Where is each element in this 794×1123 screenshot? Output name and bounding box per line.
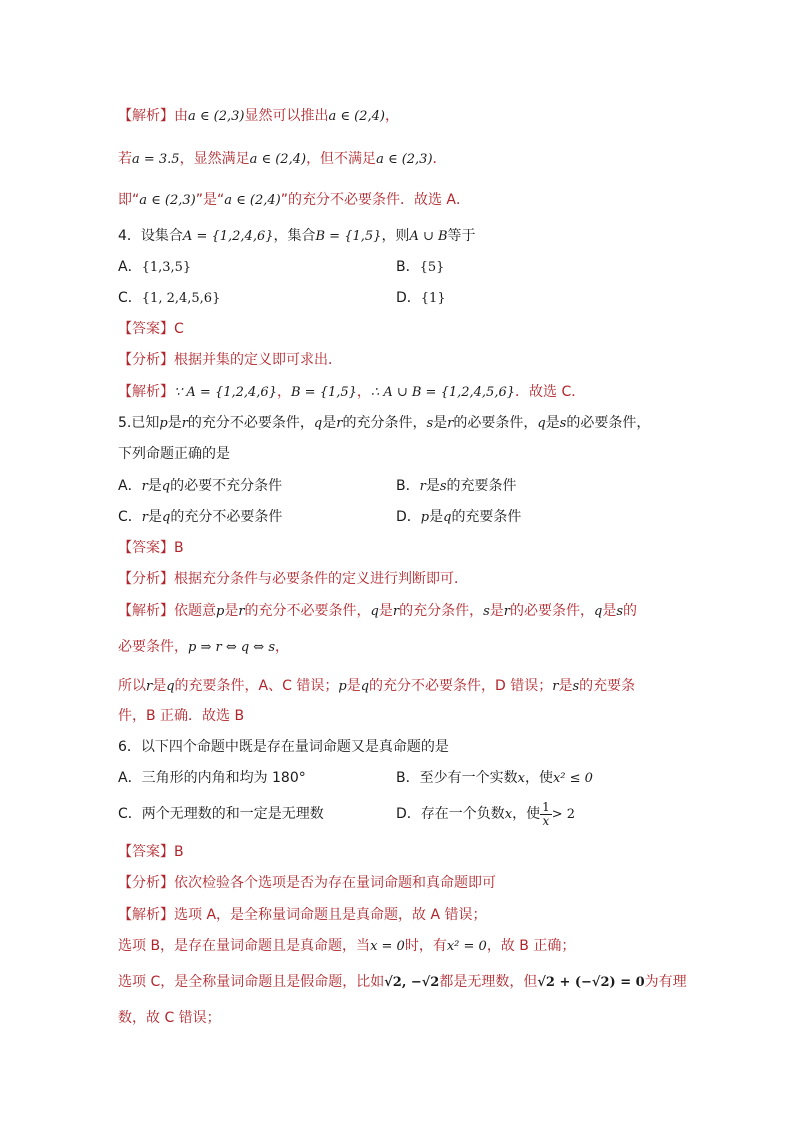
- q4-option-a: A．{1,3,5}: [118, 259, 192, 275]
- analysis-label: 【解析】: [118, 108, 174, 124]
- q4-analysis: 【解析】∵ A = {1,2,4,6}，B = {1,5}，∴ A ∪ B = {1,2,4,5,6}．故选 C．: [118, 384, 586, 400]
- q5-analysis-line-2: 必要条件，p ⇒ r ⇔ q ⇔ s，: [118, 639, 290, 655]
- q5-analysis-line-1: 【解析】依题意p是r的充分不必要条件，q是r的充分条件，s是r的必要条件，q是s的: [118, 603, 637, 619]
- q5-answer: 【答案】B: [118, 540, 184, 556]
- fraction-one-over-x: $\frac{1}{x}$: [542, 799, 550, 828]
- q5-stem-1: 5.已知p是r的充分不必要条件，q是r的充分条件，s是r的必要条件，q是s的必要条件，: [118, 415, 651, 431]
- q6-option-a: A．三角形的内角和均为 180°: [118, 770, 306, 786]
- q6-stem: 6．以下四个命题中既是存在量词命题又是真命题的是: [118, 739, 449, 755]
- q6-option-b: B．至少有一个实数x，使x² ≤ 0: [396, 770, 593, 786]
- q4-analysis-method: 【分析】根据并集的定义即可求出．: [118, 352, 342, 368]
- q6-option-c: C．两个无理数的和一定是无理数: [118, 806, 324, 822]
- q4-option-d: D．{1}: [396, 290, 446, 306]
- q5-option-b: B．r是s的充要条件: [396, 478, 517, 494]
- q6-analysis-line-4: 数，故 C 错误；: [118, 1010, 221, 1026]
- q6-analysis-method: 【分析】依次检验各个选项是否为存在量词命题和真命题即可: [118, 875, 496, 891]
- q6-analysis-line-1: 【解析】选项 A，是全称量词命题且是真命题，故 A 错误；: [118, 907, 487, 923]
- q6-analysis-line-3: 选项 C，是全称量词命题且是假命题，比如√2, −√2都是无理数，但√2 + (−√2) = 0为有理: [118, 974, 687, 990]
- q6-analysis-line-2: 选项 B，是存在量词命题且是真命题，当x = 0时，有x² = 0，故 B 正确；: [118, 938, 576, 954]
- q4-stem: 4．设集合A = {1,2,4,6}，集合B = {1,5}，则A ∪ B等于: [118, 228, 476, 244]
- q5-option-a: A．r是q的必要不充分条件: [118, 478, 283, 494]
- q5-option-d: D．p是q的充要条件: [396, 509, 522, 525]
- q4-option-b: B．{5}: [396, 259, 445, 275]
- q3-analysis-line-2: 若a = 3.5，显然满足a ∈ (2,4)，但不满足a ∈ (2,3)．: [118, 151, 447, 167]
- q3-analysis-line-3: 即“a ∈ (2,3)”是“a ∈ (2,4)”的充分不必要条件．故选 A．: [118, 192, 470, 208]
- q6-answer: 【答案】B: [118, 844, 184, 860]
- q5-analysis-line-4: 件，B 正确．故选 B: [118, 708, 245, 724]
- q5-analysis-method: 【分析】根据充分条件与必要条件的定义进行判断即可．: [118, 571, 468, 587]
- q4-answer: 【答案】C: [118, 321, 184, 337]
- q3-analysis-line-1: 【解析】由a ∈ (2,3)显然可以推出a ∈ (2,4)，: [118, 108, 399, 124]
- q6-option-d: D．存在一个负数x，使 $\frac{1}{x}$ > 2: [396, 799, 576, 828]
- q5-stem-2: 下列命题正确的是: [118, 446, 230, 462]
- q5-option-c: C．r是q的充分不必要条件: [118, 509, 283, 525]
- q4-option-c: C．{1, 2,4,5,6}: [118, 290, 221, 306]
- q5-analysis-line-3: 所以r是q的充要条件，A、C 错误；p是q的充分不必要条件，D 错误；r是s的充要条: [118, 678, 636, 694]
